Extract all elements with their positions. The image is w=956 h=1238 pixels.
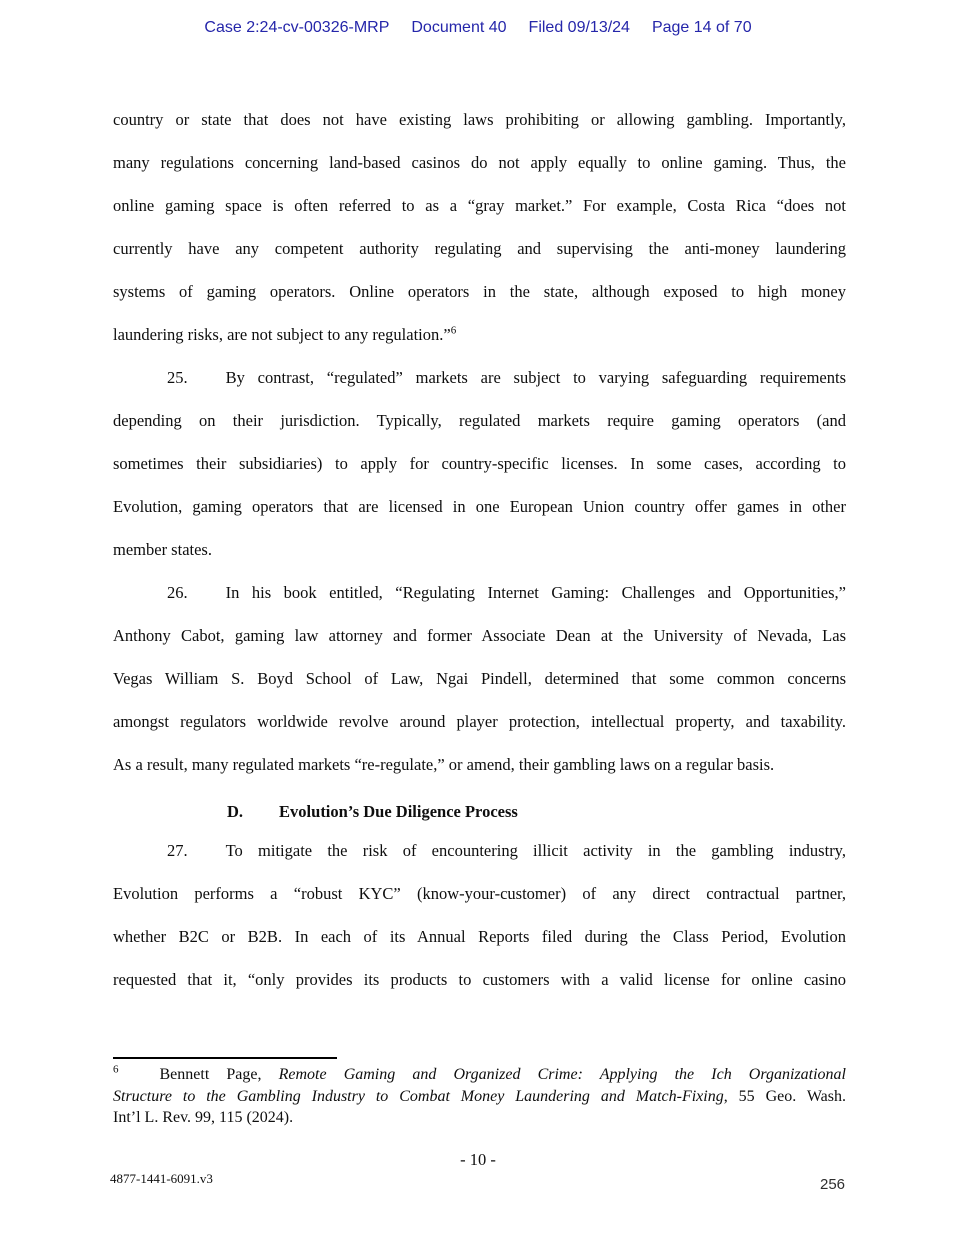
body-text: To mitigate the risk of encountering illicit activity in the gambling industry,: [225, 841, 846, 860]
body-line: [113, 313, 846, 356]
body-line: amongst regulators worldwide revolve around player protection, intellectual property, and taxability.: [113, 712, 846, 731]
body-line: [113, 356, 846, 399]
body-line: online gaming space is often referred to as a “gray market.” For example, Costa Rica “does not: [113, 196, 846, 215]
footnote-line: Int’l L. Rev. 99, 115 (2024).: [113, 1109, 294, 1126]
body-line: Anthony Cabot, gaming law attorney and former Associate Dean at the University of Nevada, Las: [113, 626, 846, 645]
body-line: many regulations concerning land-based casinos do not apply equally to online gaming. Thus, the: [113, 153, 846, 172]
body-line: sometimes their subsidiaries) to apply for country-specific licenses. In some cases, according to: [113, 454, 846, 473]
footnote-citation-title: Structure to the Gambling Industry to Combat Money Laundering and Match-Fixing: [113, 1087, 724, 1105]
footnote-reference: 6: [450, 324, 457, 337]
footnote-citation-title: Remote Gaming and Organized Crime: Applying the Ich Organizational: [278, 1066, 847, 1083]
filed-date: Filed 09/13/24: [528, 19, 630, 36]
footnote-6: [113, 1064, 846, 1129]
footnote-line: [113, 1086, 846, 1108]
body-line: Vegas William S. Boyd School of Law, Ngai Pindell, determined that some common concerns: [113, 669, 846, 688]
paragraph-26: [113, 571, 846, 786]
page-number: - 10 -: [460, 1150, 496, 1169]
body-text: In his book entitled, “Regulating Internet Gaming: Challenges and Opportunities,”: [225, 583, 846, 602]
document-id-stamp: 4877-1441-6091.v3: [110, 1171, 213, 1186]
paragraph-continuation: [113, 98, 846, 356]
footnote-number: 6: [113, 1063, 119, 1076]
document-number: Document 40: [411, 19, 507, 36]
case-number: Case 2:24-cv-00326-MRP: [204, 19, 390, 36]
paragraph-number: 26.: [167, 583, 188, 602]
body-text: By contrast, “regulated” markets are subject to varying safeguarding requirements: [225, 368, 846, 387]
body-line: As a result, many regulated markets “re-regulate,” or amend, their gambling laws on a regular basis.: [113, 755, 775, 774]
footnote-separator: [113, 1057, 337, 1059]
paragraph-27: [113, 829, 846, 1001]
section-heading-d: [113, 790, 846, 833]
paragraph-25: [113, 356, 846, 571]
body-text: laundering risks, are not subject to any regulation.”: [113, 325, 451, 344]
body-line: currently have any competent authority regulating and supervising the anti-money laundering: [113, 239, 846, 258]
body-line: member states.: [113, 540, 212, 559]
body-line: [113, 571, 846, 614]
paragraph-number: 25.: [167, 368, 188, 387]
footnote-text: Bennett Page,: [159, 1066, 279, 1083]
body-line: [113, 829, 846, 872]
ecf-header-stamp: [0, 19, 956, 37]
footnote-text: , 55 Geo. Wash.: [723, 1087, 847, 1105]
body-line: whether B2C or B2B. In each of its Annual Reports filed during the Class Period, Evolution: [113, 927, 846, 946]
body-line: Evolution, gaming operators that are licensed in one European Union country offer games in other: [113, 497, 846, 516]
heading-title: Evolution’s Due Diligence Process: [279, 802, 518, 821]
page-of-total: Page 14 of 70: [651, 19, 752, 36]
paragraph-number: 27.: [167, 841, 188, 860]
footnote-line: [113, 1064, 846, 1086]
body-line: Evolution performs a “robust KYC” (know-your-customer) of any direct contractual partner,: [113, 884, 846, 903]
body-line: country or state that does not have existing laws prohibiting or allowing gambling. Importantly,: [113, 110, 846, 129]
body-line: requested that it, “only provides its products to customers with a valid license for online casino: [113, 970, 846, 989]
heading-letter: D.: [227, 802, 244, 821]
bates-number: 256: [820, 1176, 846, 1193]
body-line: systems of gaming operators. Online operators in the state, although exposed to high money: [113, 282, 846, 301]
body-line: depending on their jurisdiction. Typically, regulated markets require gaming operators (and: [113, 411, 846, 430]
